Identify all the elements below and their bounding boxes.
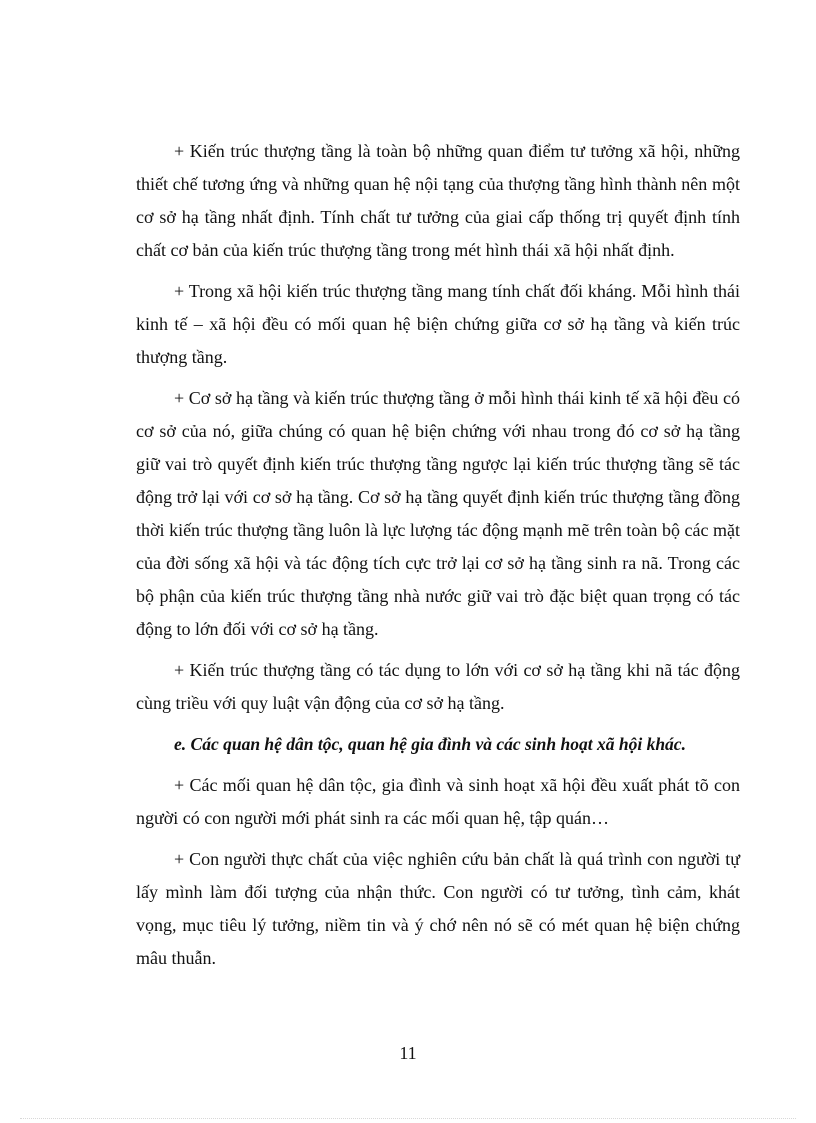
section-heading: e. Các quan hệ dân tộc, quan hệ gia đình và các sinh hoạt xã hội khác. xyxy=(174,734,686,754)
paragraph: + Cơ sở hạ tầng và kiến trúc thượng tầng ở mỗi hình thái kinh tế xã hội đều có cơ sở của nó, giữa chúng có quan hệ biện chứng với nhau trong đó cơ sở hạ tầng giữ vai trò quyết định kiến trúc thượng tầng ngược lại kiến trúc thượng tầng sẽ tác động trở lại với cơ sở hạ tầng. Cơ sở hạ tầng quyết định kiến trúc thượng tầng đồng thời kiến trúc thượng tầng luôn là lực lượng tác động mạnh mẽ trên toàn bộ các mặt của đời sống xã hội và tác động tích cực trở lại cơ sở hạ tầng sinh ra nã. Trong các bộ phận của kiến trúc thượng tầng nhà nước giữ vai trò đặc biệt quan trọng có tác động to lớn đối với cơ sở hạ tầng. xyxy=(136,388,740,639)
paragraph: + Kiến trúc thượng tầng có tác dụng to lớn với cơ sở hạ tầng khi nã tác động cùng triều với quy luật vận động của cơ sở hạ tầng. xyxy=(136,660,740,713)
page-bottom-divider xyxy=(20,1118,796,1119)
paragraph: + Kiến trúc thượng tầng là toàn bộ những quan điểm tư tưởng xã hội, những thiết chế tương ứng và những quan hệ nội tạng của thượng tầng hình thành nên một cơ sở hạ tầng nhất định. Tính chất tư tưởng của giai cấp thống trị quyết định tính chất cơ bản của kiến trúc thượng tầng trong mét hình thái xã hội nhất định. xyxy=(136,141,740,260)
paragraph: + Trong xã hội kiến trúc thượng tầng mang tính chất đối kháng. Mỗi hình thái kinh tế – xã hội đều có mối quan hệ biện chứng giữa cơ sở hạ tầng và kiến trúc thượng tầng. xyxy=(136,281,740,367)
page-number: 11 xyxy=(399,1043,417,1063)
paragraph: + Con người thực chất của việc nghiên cứu bản chất là quá trình con người tự lấy mình làm đối tượng của nhận thức. Con người có tư tưởng, tình cảm, khát vọng, mục tiêu lý tưởng, niềm tin và ý chớ nên nó sẽ có mét quan hệ biện chứng mâu thuẫn. xyxy=(136,849,740,968)
document-body xyxy=(136,135,740,983)
paragraph: + Các mối quan hệ dân tộc, gia đình và sinh hoạt xã hội đều xuất phát tõ con người có con người mới phát sinh ra các mối quan hệ, tập quán… xyxy=(136,775,740,828)
